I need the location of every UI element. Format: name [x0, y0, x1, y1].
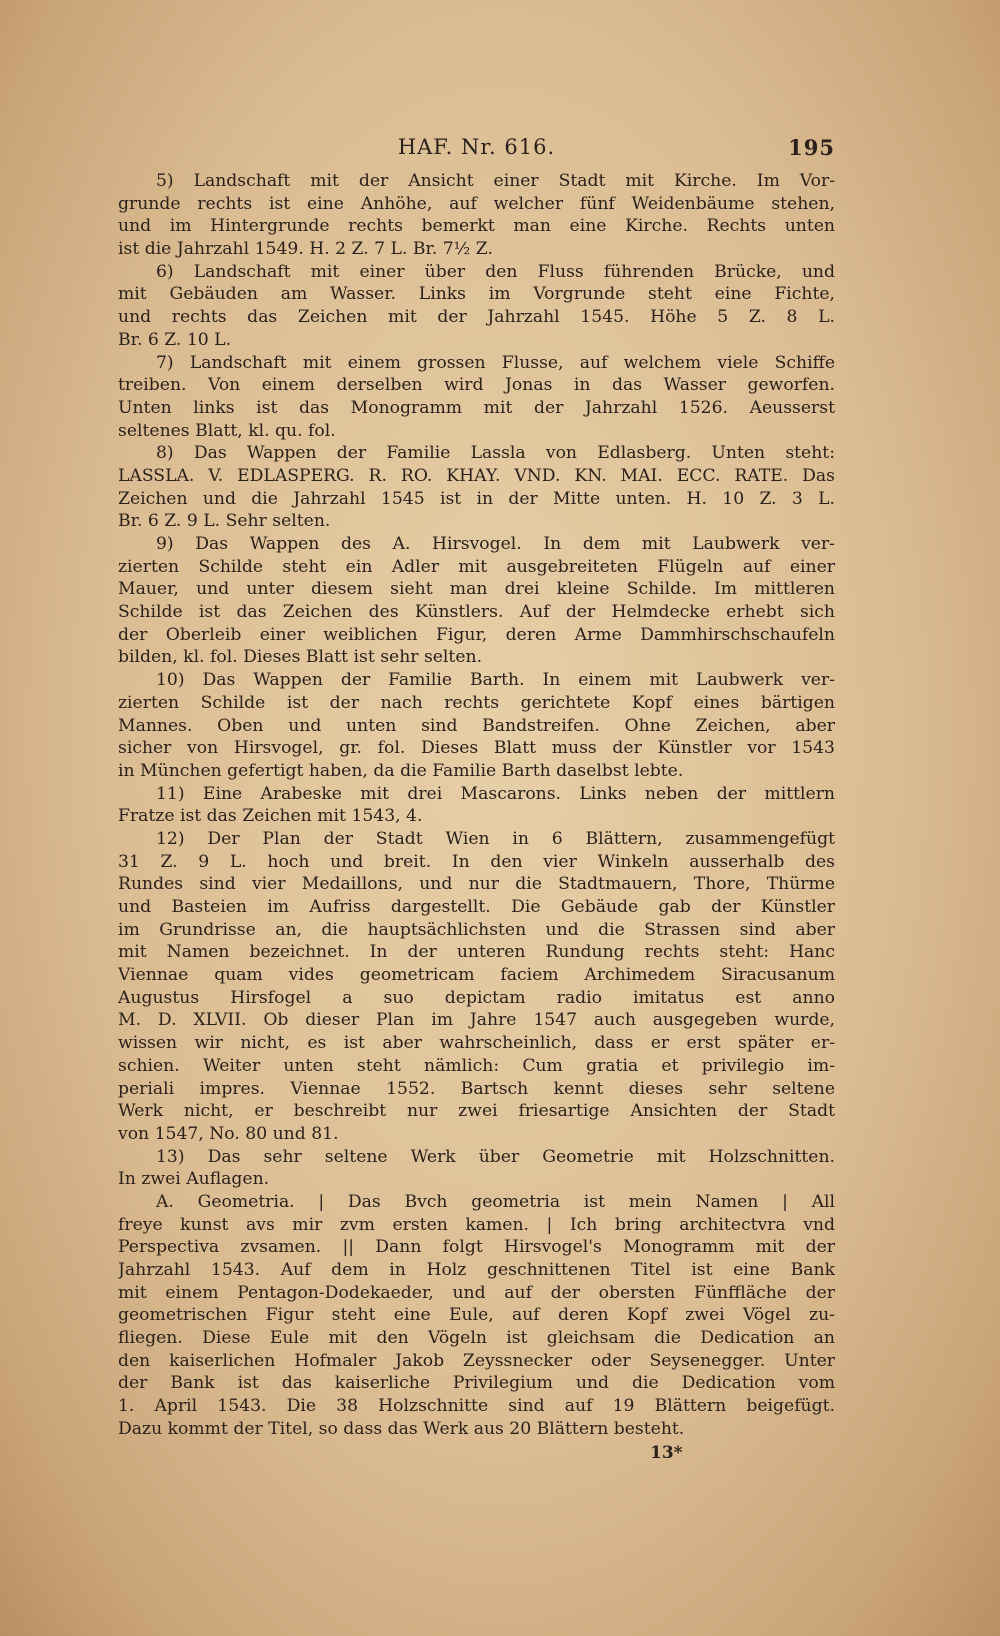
- text-line: und im Hintergrunde rechts bemerkt man eine Kirche. Rechts unten: [118, 216, 835, 237]
- text-block: [118, 130, 835, 1465]
- text-line: 12) Der Plan der Stadt Wien in 6 Blättern, zusammengefügt: [156, 828, 835, 849]
- text-line: Werk nicht, er beschreibt nur zwei friesartige Ansichten der Stadt: [118, 1101, 835, 1122]
- text-line: von 1547, No. 80 und 81.: [118, 1123, 339, 1144]
- text-line: sicher von Hirsvogel, gr. fol. Dieses Blatt muss der Künstler vor 1543: [118, 738, 835, 759]
- text-line: und rechts das Zeichen mit der Jahrzahl 1545. Höhe 5 Z. 8 L.: [118, 307, 835, 328]
- text-line: Br. 6 Z. 10 L.: [118, 329, 232, 350]
- text-line: der Oberleib einer weiblichen Figur, deren Arme Dammhirschschaufeln: [118, 624, 835, 645]
- text-line: 10) Das Wappen der Familie Barth. In einem mit Laubwerk ver-: [156, 670, 835, 691]
- text-line: im Grundrisse an, die hauptsächlichsten und die Strassen sind aber: [118, 919, 835, 940]
- text-line: 9) Das Wappen des A. Hirsvogel. In dem mit Laubwerk ver-: [156, 534, 835, 554]
- page-number: 195: [788, 135, 835, 160]
- text-line: Viennae quam vides geometricam faciem Archimedem Siracusanum: [118, 965, 835, 986]
- text-line: LASSLA. V. EDLASPERG. R. RO. KHAY. VND. KN. MAI. ECC. RATE. Das: [118, 465, 835, 486]
- text-line: Jahrzahl 1543. Auf dem in Holz geschnittenen Titel ist eine Bank: [118, 1260, 835, 1280]
- text-line: bilden, kl. fol. Dieses Blatt ist sehr selten.: [118, 647, 483, 668]
- text-line: Fratze ist das Zeichen mit 1543, 4.: [118, 806, 423, 827]
- text-line: wissen wir nicht, es ist aber wahrscheinlich, dass er erst später er-: [118, 1033, 835, 1054]
- text-line: 6) Landschaft mit einer über den Fluss führenden Brücke, und: [156, 261, 835, 282]
- text-line: schien. Weiter unten steht nämlich: Cum gratia et privilegio im-: [118, 1055, 835, 1076]
- text-line: Schilde ist das Zeichen des Künstlers. Auf der Helmdecke erhebt sich: [118, 602, 835, 623]
- text-line: Augustus Hirsfogel a suo depictam radio imitatus est anno: [118, 987, 835, 1008]
- text-line: Dazu kommt der Titel, so dass das Werk aus 20 Blättern besteht.: [118, 1418, 685, 1439]
- signature-mark: 13*: [650, 1442, 683, 1463]
- text-line: fliegen. Diese Eule mit den Vögeln ist gleichsam die Dedication an: [118, 1328, 835, 1349]
- text-line: mit Gebäuden am Wasser. Links im Vorgrunde steht eine Fichte,: [118, 284, 835, 305]
- body-text: [118, 170, 835, 1441]
- text-line: 1. April 1543. Die 38 Holzschnitte sind auf 19 Blättern beigefügt.: [118, 1396, 835, 1417]
- running-head: [118, 130, 835, 170]
- text-line: 5) Landschaft mit der Ansicht einer Stadt mit Kirche. Im Vor-: [156, 171, 835, 191]
- text-line: 7) Landschaft mit einem grossen Flusse, auf welchem viele Schiffe: [156, 352, 835, 373]
- text-line: mit einem Pentagon-Dodekaeder, und auf der obersten Fünffläche der: [118, 1282, 835, 1303]
- text-line: grunde rechts ist eine Anhöhe, auf welcher fünf Weidenbäume stehen,: [118, 193, 835, 214]
- text-line: in München gefertigt haben, da die Familie Barth daselbst lebte.: [118, 760, 684, 781]
- text-line: Br. 6 Z. 9 L. Sehr selten.: [118, 511, 331, 532]
- text-line: 8) Das Wappen der Familie Lassla von Edlasberg. Unten steht:: [156, 443, 835, 464]
- text-line: 13) Das sehr seltene Werk über Geometrie mit Holzschnitten.: [156, 1146, 835, 1167]
- text-line: Perspectiva zvsamen. || Dann folgt Hirsvogel's Monogramm mit der: [118, 1237, 835, 1258]
- text-line: M. D. XLVII. Ob dieser Plan im Jahre 1547 auch ausgegeben wurde,: [118, 1010, 835, 1031]
- text-line: geometrischen Figur steht eine Eule, auf deren Kopf zwei Vögel zu-: [118, 1305, 835, 1326]
- text-line: A. Geometria. | Das Bvch geometria ist mein Namen | All: [156, 1191, 835, 1212]
- text-line: 11) Eine Arabeske mit drei Mascarons. Links neben der mittlern: [156, 783, 835, 804]
- text-line: Zeichen und die Jahrzahl 1545 ist in der Mitte unten. H. 10 Z. 3 L.: [118, 488, 835, 509]
- text-line: und Basteien im Aufriss dargestellt. Die Gebäude gab der Künstler: [118, 897, 835, 917]
- text-line: seltenes Blatt, kl. qu. fol.: [118, 420, 336, 441]
- text-line: In zwei Auflagen.: [118, 1169, 270, 1190]
- text-line: den kaiserlichen Hofmaler Jakob Zeyssnecker oder Seysenegger. Unter: [118, 1350, 835, 1371]
- text-line: zierten Schilde ist der nach rechts gerichtete Kopf eines bärtigen: [118, 692, 835, 713]
- running-head-title: HAF. Nr. 616.: [397, 135, 556, 159]
- text-line: Unten links ist das Monogramm mit der Jahrzahl 1526. Aeusserst: [118, 397, 835, 418]
- text-line: der Bank ist das kaiserliche Privilegium und die Dedication vom: [118, 1373, 835, 1394]
- text-line: zierten Schilde steht ein Adler mit ausgebreiteten Flügeln auf einer: [118, 556, 835, 577]
- text-line: periali impres. Viennae 1552. Bartsch kennt dieses sehr seltene: [118, 1078, 835, 1099]
- text-line: Rundes sind vier Medaillons, und nur die Stadtmauern, Thore, Thürme: [118, 874, 835, 895]
- text-line: ist die Jahrzahl 1549. H. 2 Z. 7 L. Br. 7½ Z.: [118, 239, 493, 260]
- text-line: 31 Z. 9 L. hoch und breit. In den vier Winkeln ausserhalb des: [118, 851, 835, 872]
- text-line: Mannes. Oben und unten sind Bandstreifen. Ohne Zeichen, aber: [118, 715, 835, 736]
- text-line: treiben. Von einem derselben wird Jonas in das Wasser geworfen.: [118, 375, 835, 396]
- text-line: Mauer, und unter diesem sieht man drei kleine Schilde. Im mittleren: [118, 579, 835, 600]
- text-line: freye kunst avs mir zvm ersten kamen. | Ich bring architectvra vnd: [118, 1214, 835, 1235]
- text-line: mit Namen bezeichnet. In der unteren Rundung rechts steht: Hanc: [118, 942, 835, 963]
